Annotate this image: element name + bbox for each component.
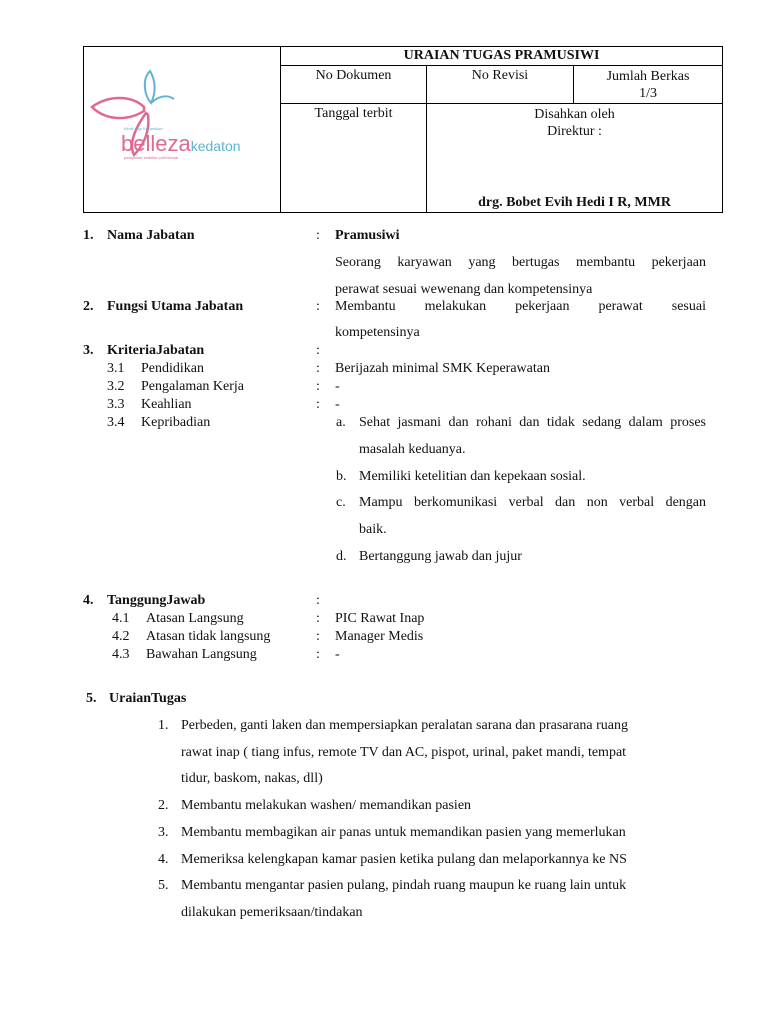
kepribadian-b-letter: b.: [336, 469, 347, 484]
criteria-3-3-number: 3.3: [107, 397, 125, 412]
section-2-colon: :: [316, 299, 320, 314]
criteria-3-4-number: 3.4: [107, 415, 125, 430]
task-1-line2: rawat inap ( tiang infus, remote TV dan AC, pispot, urinal, paket mandi, tempat: [181, 745, 627, 760]
document-title: URAIAN TUGAS PRAMUSIWI: [281, 47, 723, 66]
tanggal-terbit-label: Tanggal terbit: [281, 104, 427, 213]
task-5-line1: Membantu mengantar pasien pulang, pindah ruang maupun ke ruang lain untuk: [181, 878, 627, 893]
criteria-3-2-number: 3.2: [107, 379, 125, 394]
resp-4-1-number: 4.1: [112, 611, 130, 626]
task-4-line1: Memeriksa kelengkapan kamar pasien ketika pulang dan melaporkannya ke NS: [181, 852, 627, 867]
direktur-label: Direktur :: [547, 124, 602, 140]
criteria-3-4-label: Kepribadian: [141, 415, 211, 430]
jumlah-berkas-cell: [574, 66, 723, 104]
logo-tagline-top: Klinik Gigi Kecantikan: [124, 126, 163, 131]
no-revisi-label: No Revisi: [427, 66, 574, 104]
criteria-3-1-colon: :: [316, 361, 320, 376]
no-dokumen-label: No Dokumen: [281, 66, 427, 104]
section-1-label: Nama Jabatan: [107, 228, 195, 243]
resp-4-3-number: 4.3: [112, 647, 130, 662]
criteria-3-1-number: 3.1: [107, 361, 125, 376]
task-1-number: 1.: [158, 718, 169, 733]
task-5-number: 5.: [158, 878, 169, 893]
kepribadian-a-letter: a.: [336, 415, 346, 430]
criteria-3-1-label: Pendidikan: [141, 361, 204, 376]
document-header-table: [83, 46, 723, 213]
kepribadian-c-letter: c.: [336, 495, 346, 510]
jabatan-name: Pramusiwi: [335, 228, 400, 243]
section-5-number: 5.: [86, 691, 97, 706]
resp-4-1-label: Atasan Langsung: [146, 611, 244, 626]
task-2-number: 2.: [158, 798, 169, 813]
resp-4-3-label: Bawahan Langsung: [146, 647, 257, 662]
section-4-number: 4.: [83, 593, 94, 608]
resp-4-2-value: Manager Medis: [335, 629, 424, 644]
resp-4-1-colon: :: [316, 611, 320, 626]
section-3-colon: :: [316, 343, 320, 358]
task-1-line1: Perbeden, ganti laken dan mempersiapkan peralatan sarana dan prasarana ruang: [181, 718, 629, 733]
task-1-line3: tidur, baskom, nakas, dll): [181, 771, 323, 786]
logo-brand-main: [121, 131, 241, 156]
section-5-label: UraianTugas: [109, 691, 187, 706]
disahkan-label: Disahkan oleh: [534, 107, 615, 123]
jabatan-desc-line2: perawat sesuai wewenang dan kompetensinya: [335, 282, 593, 297]
fungsi-line2: kompetensinya: [335, 325, 420, 340]
resp-4-2-number: 4.2: [112, 629, 130, 644]
jumlah-berkas-value: 1/3: [639, 86, 657, 102]
criteria-3-2-colon: :: [316, 379, 320, 394]
section-3-number: 3.: [83, 343, 94, 358]
kepribadian-b-line1: Memiliki ketelitian dan kepekaan sosial.: [359, 469, 586, 484]
jumlah-berkas-label: Jumlah Berkas: [606, 69, 690, 85]
logo-brand-main-text: belleza: [121, 131, 191, 156]
section-4-colon: :: [316, 593, 320, 608]
task-5-line2: dilakukan pemeriksaan/tindakan: [181, 905, 363, 920]
kepribadian-d-line1: Bertanggung jawab dan jujur: [359, 549, 522, 564]
belleza-kedaton-logo: [84, 47, 281, 207]
resp-4-3-colon: :: [316, 647, 320, 662]
resp-4-2-colon: :: [316, 629, 320, 644]
signatory-name: drg. Bobet Evih Hedi I R, MMR: [478, 195, 671, 210]
criteria-3-2-value: -: [335, 379, 340, 394]
task-3-line1: Membantu membagikan air panas untuk memandikan pasien yang memerlukan: [181, 825, 626, 840]
criteria-3-1-value: Berijazah minimal SMK Keperawatan: [335, 361, 550, 376]
criteria-3-3-label: Keahlian: [141, 397, 192, 412]
criteria-3-3-value: -: [335, 397, 340, 412]
section-1-colon: :: [316, 228, 320, 243]
fungsi-line1: Membantu melakukan pekerjaan perawat sesuai: [335, 299, 706, 314]
section-4-label: TanggungJawab: [107, 593, 206, 608]
resp-4-3-value: -: [335, 647, 340, 662]
section-3-label: KriteriaJabatan: [107, 343, 205, 358]
kepribadian-c-line2: baik.: [359, 522, 387, 537]
section-2-number: 2.: [83, 299, 94, 314]
kepribadian-a-line1: Sehat jasmani dan rohani dan tidak sedang dalam proses: [359, 415, 706, 430]
kepribadian-c-line1: Mampu berkomunikasi verbal dan non verbal dengan: [359, 495, 706, 510]
kepribadian-d-letter: d.: [336, 549, 347, 564]
section-1-number: 1.: [83, 228, 94, 243]
task-2-line1: Membantu melakukan washen/ memandikan pasien: [181, 798, 472, 813]
criteria-3-3-colon: :: [316, 397, 320, 412]
kepribadian-a-line2: masalah keduanya.: [359, 442, 466, 457]
disahkan-cell: [427, 104, 723, 213]
criteria-3-2-label: Pengalaman Kerja: [141, 379, 245, 394]
logo-brand-sub: kedaton: [190, 138, 241, 154]
resp-4-2-label: Atasan tidak langsung: [146, 629, 271, 644]
resp-4-1-value: PIC Rawat Inap: [335, 611, 425, 626]
task-3-number: 3.: [158, 825, 169, 840]
jabatan-desc-line1: Seorang karyawan yang bertugas membantu pekerjaan: [335, 255, 706, 270]
logo-cell: [84, 47, 281, 213]
logo-tagline-bottom: pelayanan estetika profesional: [124, 155, 179, 160]
section-2-label: Fungsi Utama Jabatan: [107, 299, 244, 314]
task-4-number: 4.: [158, 852, 169, 867]
